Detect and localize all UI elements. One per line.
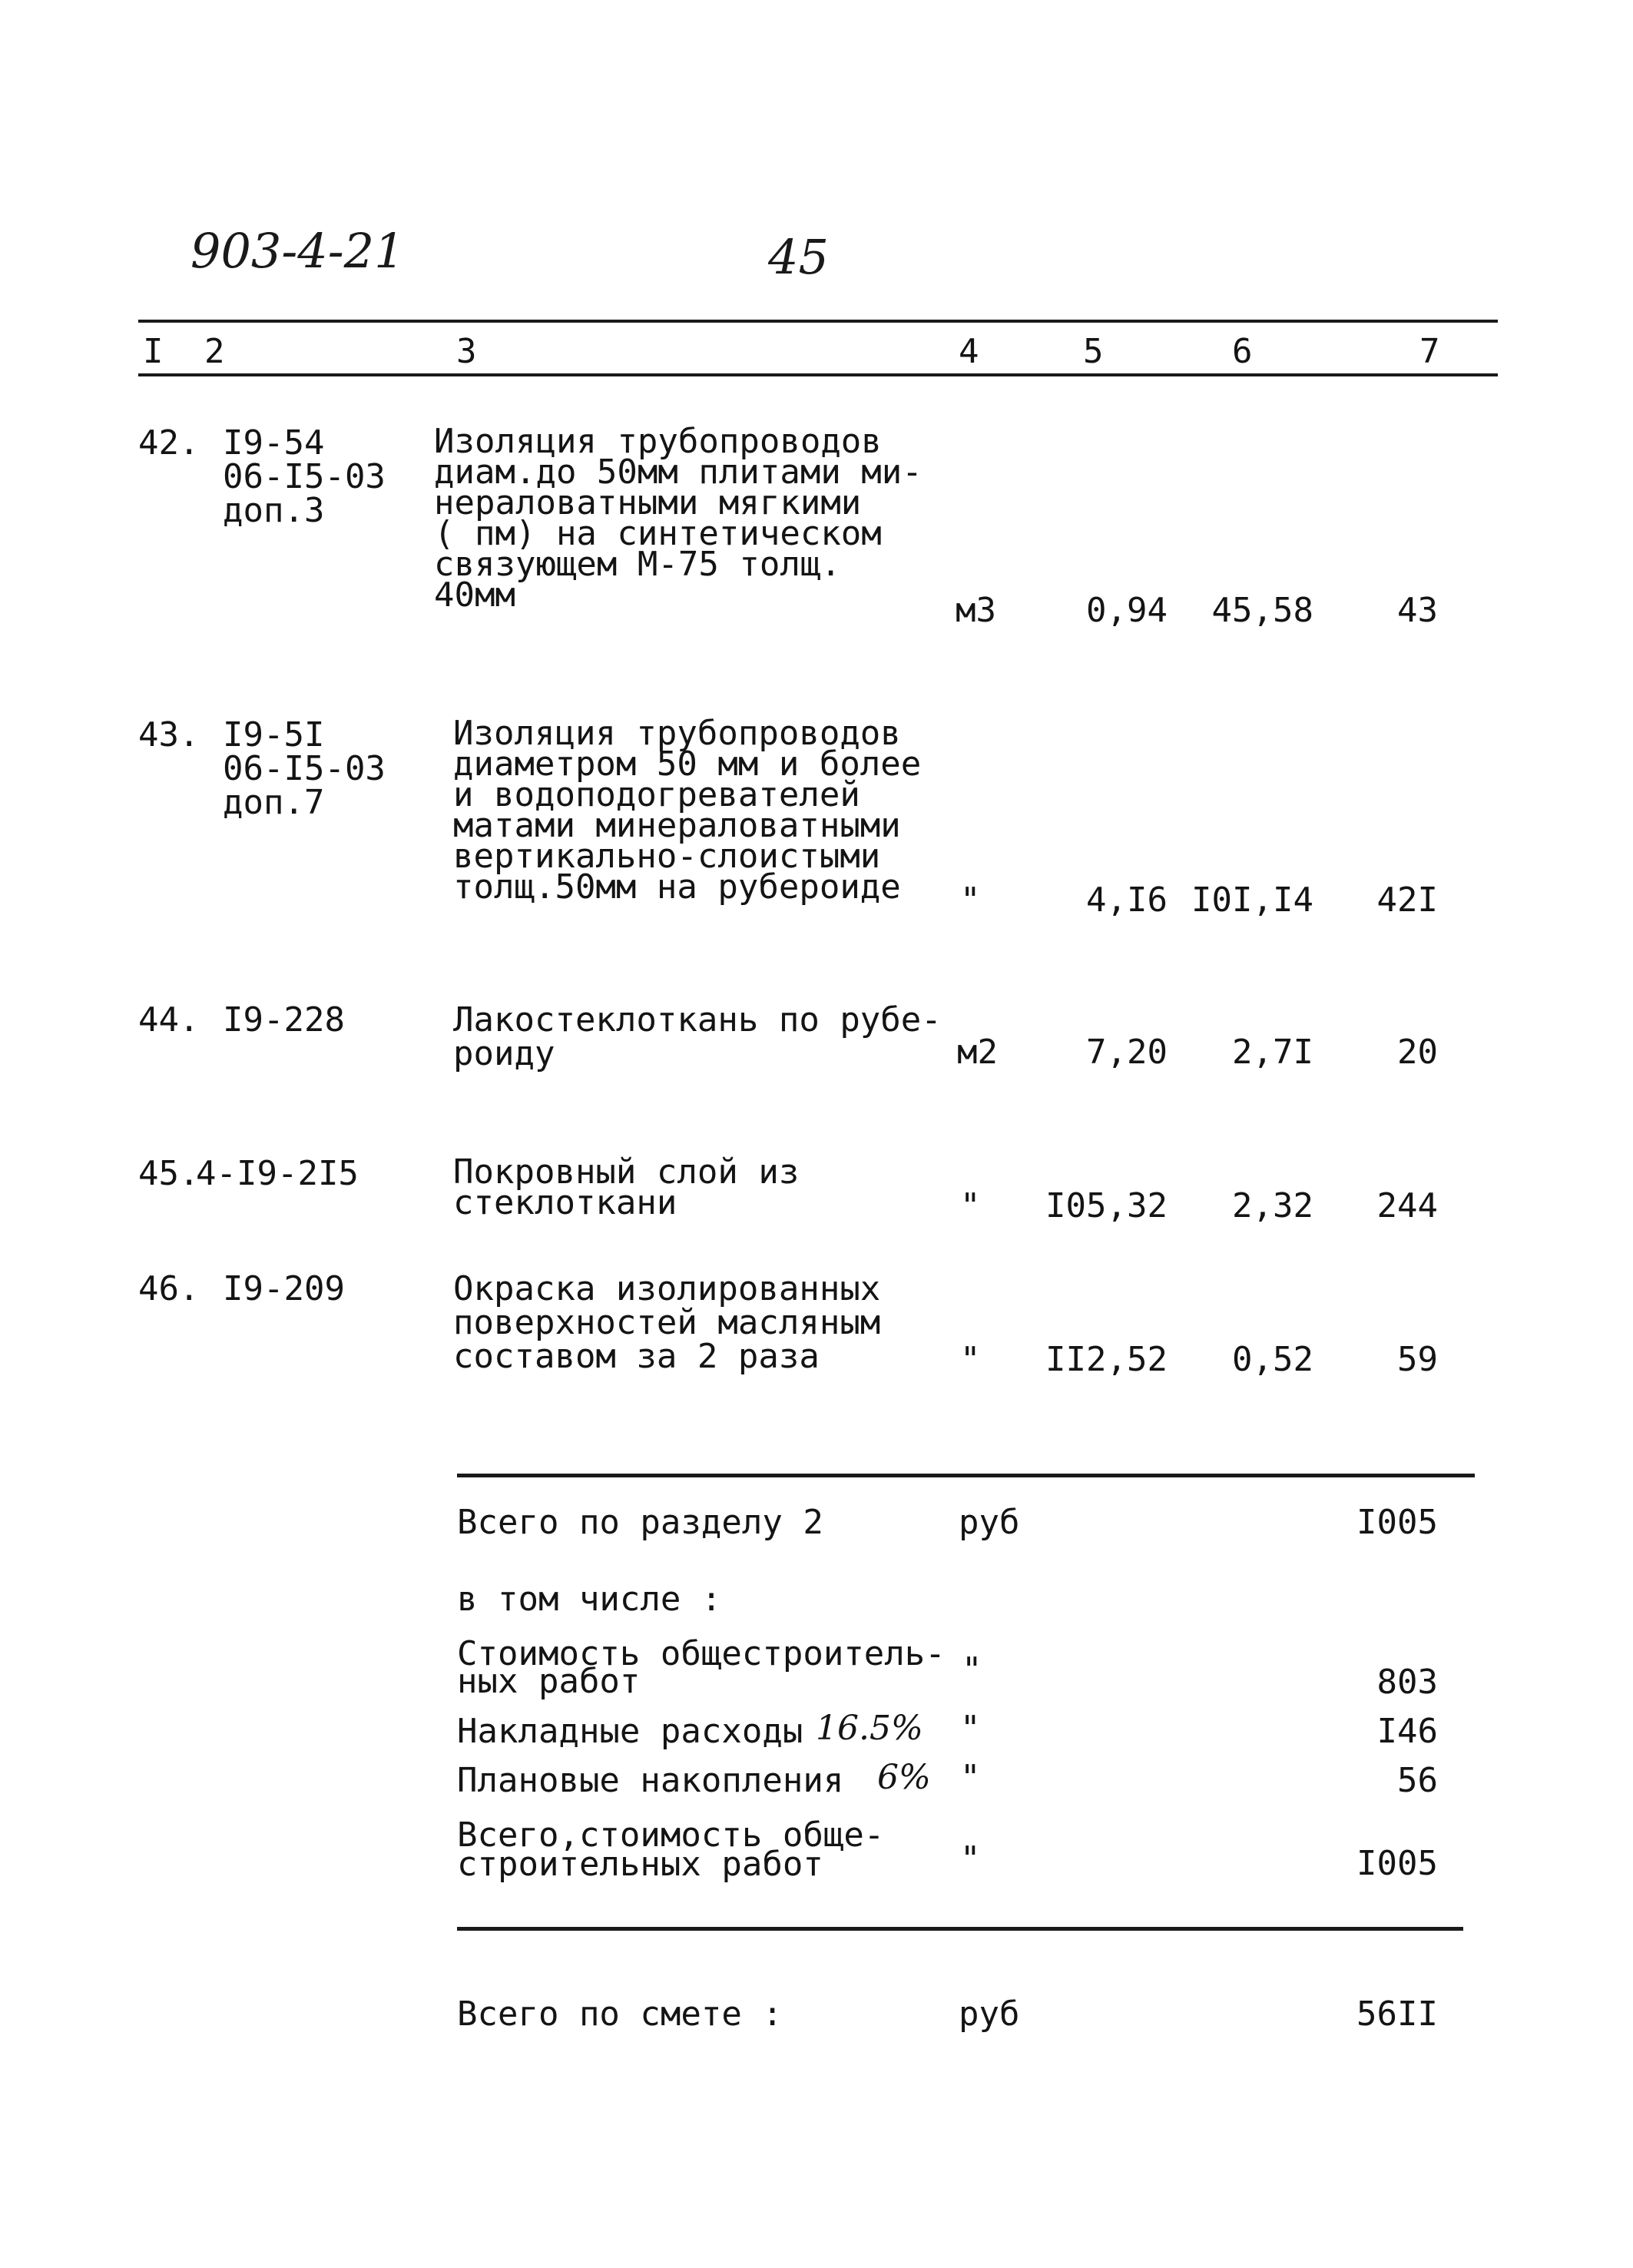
row-total: 244	[1376, 1186, 1438, 1225]
construction-cost-unit: "	[962, 1650, 982, 1689]
row-unit: "	[960, 880, 981, 920]
estimate-total-unit: руб	[959, 1994, 1020, 2034]
row-price: 2,7I	[1232, 1033, 1313, 1072]
section-total-unit: руб	[959, 1503, 1020, 1542]
row-price: 45,58	[1211, 591, 1313, 630]
section-total-value: I005	[1356, 1503, 1438, 1542]
row-total: 20	[1397, 1033, 1438, 1072]
overhead-unit: "	[960, 1709, 981, 1748]
code-line: I9-54	[223, 423, 325, 463]
description-line: толщ.50мм на рубероиде	[453, 867, 901, 907]
code-line: I9-5I	[223, 715, 325, 754]
row-quantity: I05,32	[1045, 1186, 1168, 1225]
header-top-rule	[138, 320, 1498, 323]
code-line: I9-209	[223, 1269, 345, 1308]
row-code	[223, 1000, 345, 1040]
row-quantity: II2,52	[1045, 1340, 1168, 1379]
column-header-5: 5	[1083, 332, 1104, 371]
column-header-3: 3	[456, 332, 477, 371]
description-line: Покровный слой из	[453, 1152, 800, 1192]
planned-savings-label: Плановые накопления	[457, 1761, 844, 1800]
row-code	[223, 423, 386, 530]
code-line: I9-228	[223, 1000, 345, 1040]
row-quantity: 4,I6	[1086, 880, 1168, 920]
summary-top-rule	[457, 1474, 1475, 1477]
row-unit: "	[960, 1340, 981, 1379]
description-line: поверхностей масляным	[453, 1303, 881, 1342]
column-header-6: 6	[1232, 332, 1253, 371]
row-description	[453, 714, 922, 907]
header-bottom-rule	[138, 373, 1498, 376]
label-line: Стоимость общестроитель-	[457, 1634, 946, 1673]
description-line: ( пм) на синтетическом	[434, 514, 882, 553]
row-price: 2,32	[1232, 1186, 1313, 1225]
description-line: роиду	[453, 1034, 555, 1073]
construction-cost-label	[457, 1634, 946, 1701]
page-number: 45	[768, 229, 829, 285]
code-line: доп.3	[223, 491, 325, 530]
construction-cost-value: 803	[1376, 1663, 1438, 1702]
description-line: Изоляция трубопроводов	[453, 714, 901, 753]
row-description	[434, 422, 922, 615]
planned-savings-value: 56	[1397, 1761, 1438, 1800]
row-code	[196, 1154, 359, 1193]
document-code: 903-4-21	[190, 223, 405, 279]
column-header-1: I	[143, 332, 164, 371]
description-line: нераловатными мягкими	[434, 483, 862, 522]
row-price: I0I,I4	[1191, 880, 1313, 920]
row-description	[453, 1152, 800, 1222]
row-quantity: 0,94	[1086, 591, 1168, 630]
column-header-7: 7	[1419, 332, 1440, 371]
description-line: диаметром 50 мм и более	[453, 744, 922, 784]
row-code	[223, 1269, 345, 1308]
row-unit: м2	[957, 1033, 998, 1072]
description-line: Окраска изолированных	[453, 1269, 881, 1308]
row-number: 46.	[138, 1269, 200, 1308]
code-line: 06-I5-03	[223, 749, 386, 788]
row-unit: "	[960, 1186, 981, 1225]
description-line: связующем М-75 толщ.	[434, 545, 841, 584]
estimate-total-label: Всего по смете :	[457, 1994, 783, 2034]
row-unit: м3	[956, 591, 996, 630]
construction-total-label	[457, 1815, 885, 1884]
row-total: 59	[1397, 1340, 1438, 1379]
construction-total-value: I005	[1356, 1844, 1438, 1883]
row-description	[453, 1000, 942, 1073]
overhead-label: Накладные расходы	[457, 1712, 803, 1751]
column-header-4: 4	[959, 332, 979, 371]
label-line: строительных работ	[457, 1845, 823, 1884]
row-total: 43	[1397, 591, 1438, 630]
description-line: матами минераловатными	[453, 806, 901, 845]
row-number: 45.	[138, 1154, 200, 1193]
row-number: 44.	[138, 1000, 200, 1040]
label-line: ных работ	[457, 1662, 641, 1701]
construction-total-unit: "	[960, 1839, 981, 1878]
including-label: в том числе :	[457, 1580, 722, 1619]
section-total-label: Всего по разделу 2	[457, 1503, 823, 1542]
description-line: 40мм	[434, 575, 515, 615]
planned-savings-unit: "	[960, 1758, 981, 1797]
description-line: Лакостеклоткань по рубе-	[453, 1000, 942, 1040]
description-line: диам.до 50мм плитами ми-	[434, 453, 922, 492]
description-line: вертикально-слоистыми	[453, 837, 881, 876]
description-line: Изоляция трубопроводов	[434, 422, 882, 461]
description-line: стеклоткани	[453, 1183, 677, 1222]
label-line: Всего,стоимость обще-	[457, 1815, 885, 1855]
planned-savings-percent: 6%	[877, 1758, 931, 1797]
overhead-value: I46	[1376, 1712, 1438, 1751]
row-total: 42I	[1376, 880, 1438, 920]
row-number: 43.	[138, 715, 200, 754]
row-description	[453, 1269, 881, 1376]
summary-bottom-rule	[457, 1927, 1463, 1931]
overhead-percent: 16.5%	[816, 1709, 923, 1748]
estimate-total-value: 56II	[1356, 1994, 1438, 2034]
description-line: и водоподогревателей	[453, 775, 860, 814]
row-code	[223, 715, 386, 822]
code-line: доп.7	[223, 783, 325, 822]
code-line: 4-I9-2I5	[196, 1154, 359, 1193]
row-number: 42.	[138, 423, 200, 463]
row-quantity: 7,20	[1086, 1033, 1168, 1072]
code-line: 06-I5-03	[223, 457, 386, 496]
description-line: составом за 2 раза	[453, 1337, 820, 1376]
column-header-2: 2	[204, 332, 225, 371]
row-price: 0,52	[1232, 1340, 1313, 1379]
